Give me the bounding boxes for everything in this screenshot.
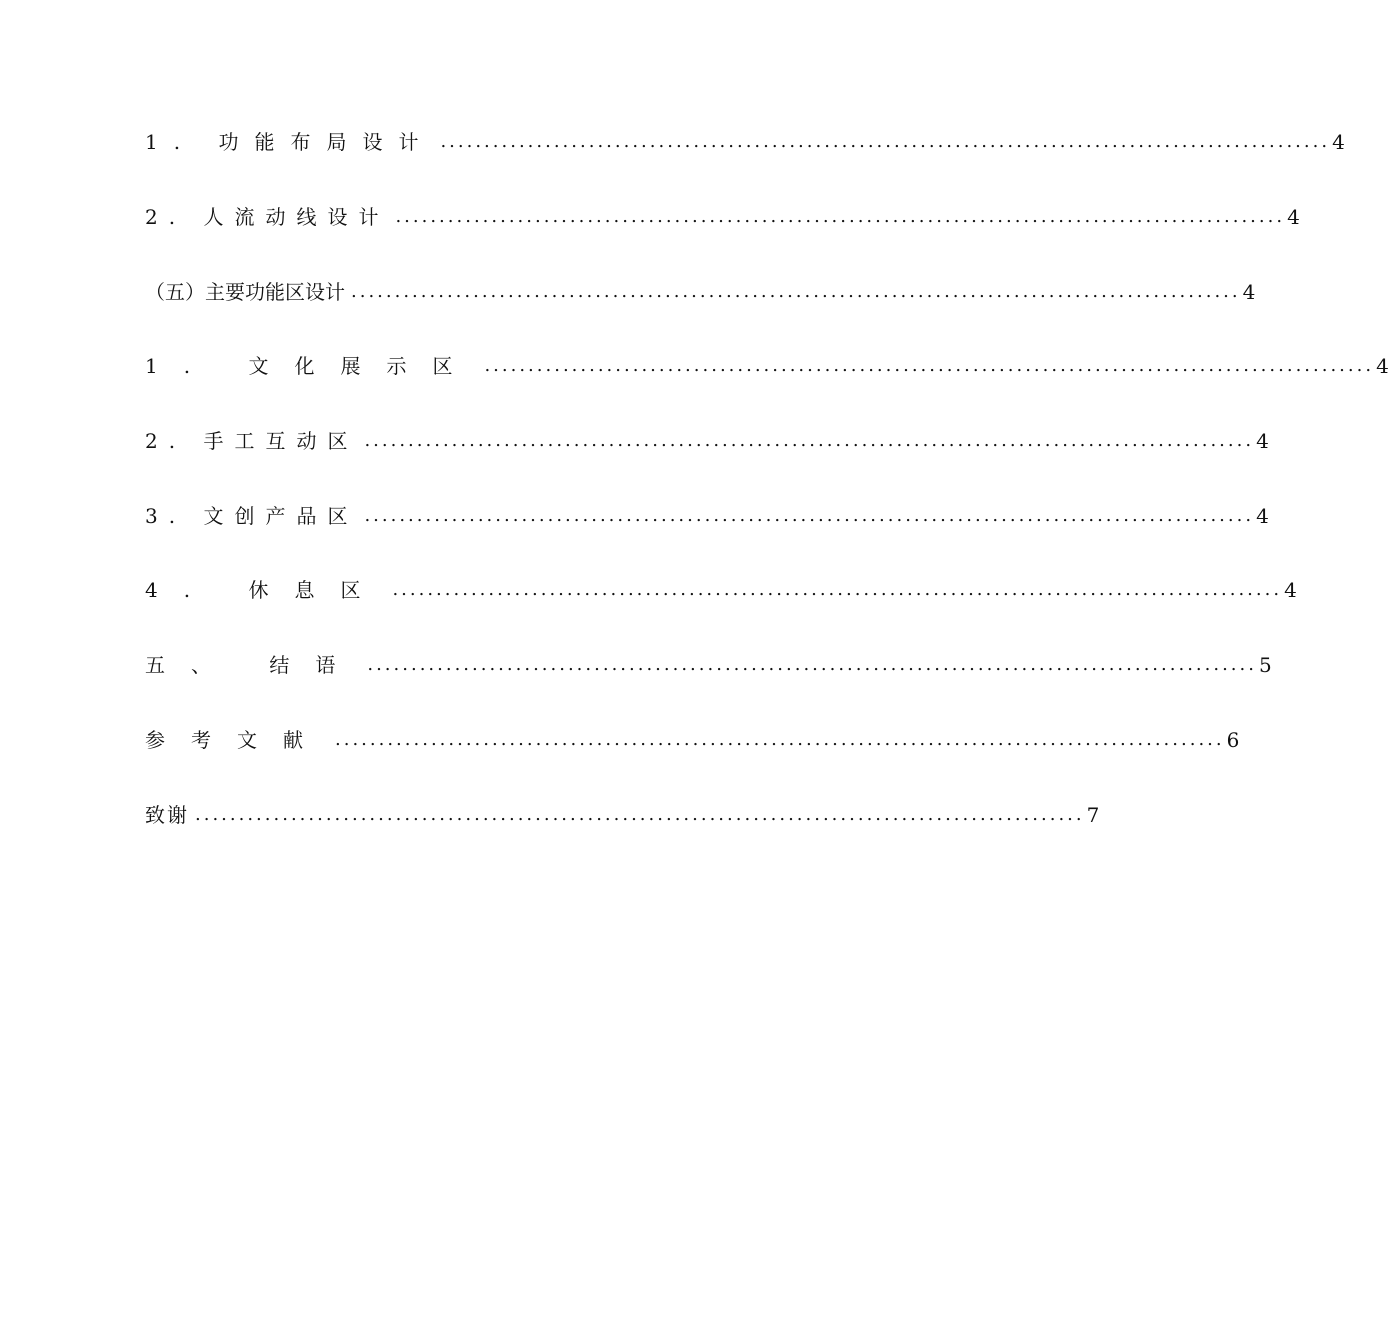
toc-entry-title: 1. 功能布局设计: [145, 130, 435, 154]
toc-page-number: 6: [1226, 728, 1240, 752]
toc-entry-function-layout[interactable]: [145, 127, 1345, 157]
toc-entry-title: 2. 手工互动区: [145, 429, 359, 453]
toc-entry-title: 致谢: [145, 803, 189, 827]
toc-entry-rest-zone[interactable]: [145, 575, 1297, 605]
toc-page-number: 4: [1287, 205, 1300, 229]
toc-page-number: 4: [1256, 429, 1269, 453]
toc-entry-main-zones[interactable]: [145, 277, 1256, 307]
toc-leader-dots: ......................................................................................................: [335, 729, 1225, 750]
toc-entry-title: 4. 休息区: [145, 578, 387, 602]
toc-leader-dots: ......................................................................................................: [195, 804, 1085, 825]
toc-entry-title: 参考文献: [145, 728, 329, 752]
toc-entry-title: 2. 人流动线设计: [145, 205, 390, 229]
toc-leader-dots: ......................................................................................................: [392, 579, 1283, 600]
toc-page-number: 7: [1086, 803, 1100, 827]
toc-entry-title: 3. 文创产品区: [145, 504, 359, 528]
toc-entry-circulation-design[interactable]: [145, 202, 1300, 232]
toc-entry-title: 五、 结语: [145, 653, 362, 677]
toc-entry-handcraft-zone[interactable]: [145, 426, 1269, 456]
toc-leader-dots: ......................................................................................................: [367, 654, 1257, 675]
toc-page-number: 5: [1258, 653, 1272, 677]
toc-leader-dots: ......................................................................................................: [440, 131, 1331, 152]
toc-entry-culture-zone[interactable]: [145, 351, 1389, 381]
toc-entry-conclusion[interactable]: [145, 650, 1272, 680]
toc-leader-dots: ......................................................................................................: [364, 430, 1255, 451]
toc-page-number: 4: [1284, 578, 1297, 602]
toc-leader-dots: ......................................................................................................: [364, 505, 1255, 526]
toc-entry-acknowledgements[interactable]: [145, 800, 1100, 830]
toc-page-number: 4: [1242, 280, 1256, 304]
toc-entry-references[interactable]: [145, 725, 1240, 755]
toc-entry-title: 1. 文化展示区: [145, 354, 479, 378]
toc-page-number: 4: [1332, 130, 1345, 154]
toc-page-number: 4: [1376, 354, 1389, 378]
toc-leader-dots: ......................................................................................................: [484, 355, 1375, 376]
toc-leader-dots: ......................................................................................................: [395, 206, 1286, 227]
toc-entry-title: （五）主要功能区设计: [145, 280, 345, 304]
toc-entry-product-zone[interactable]: [145, 501, 1269, 531]
toc-page-number: 4: [1256, 504, 1269, 528]
toc-leader-dots: ......................................................................................................: [351, 281, 1241, 302]
